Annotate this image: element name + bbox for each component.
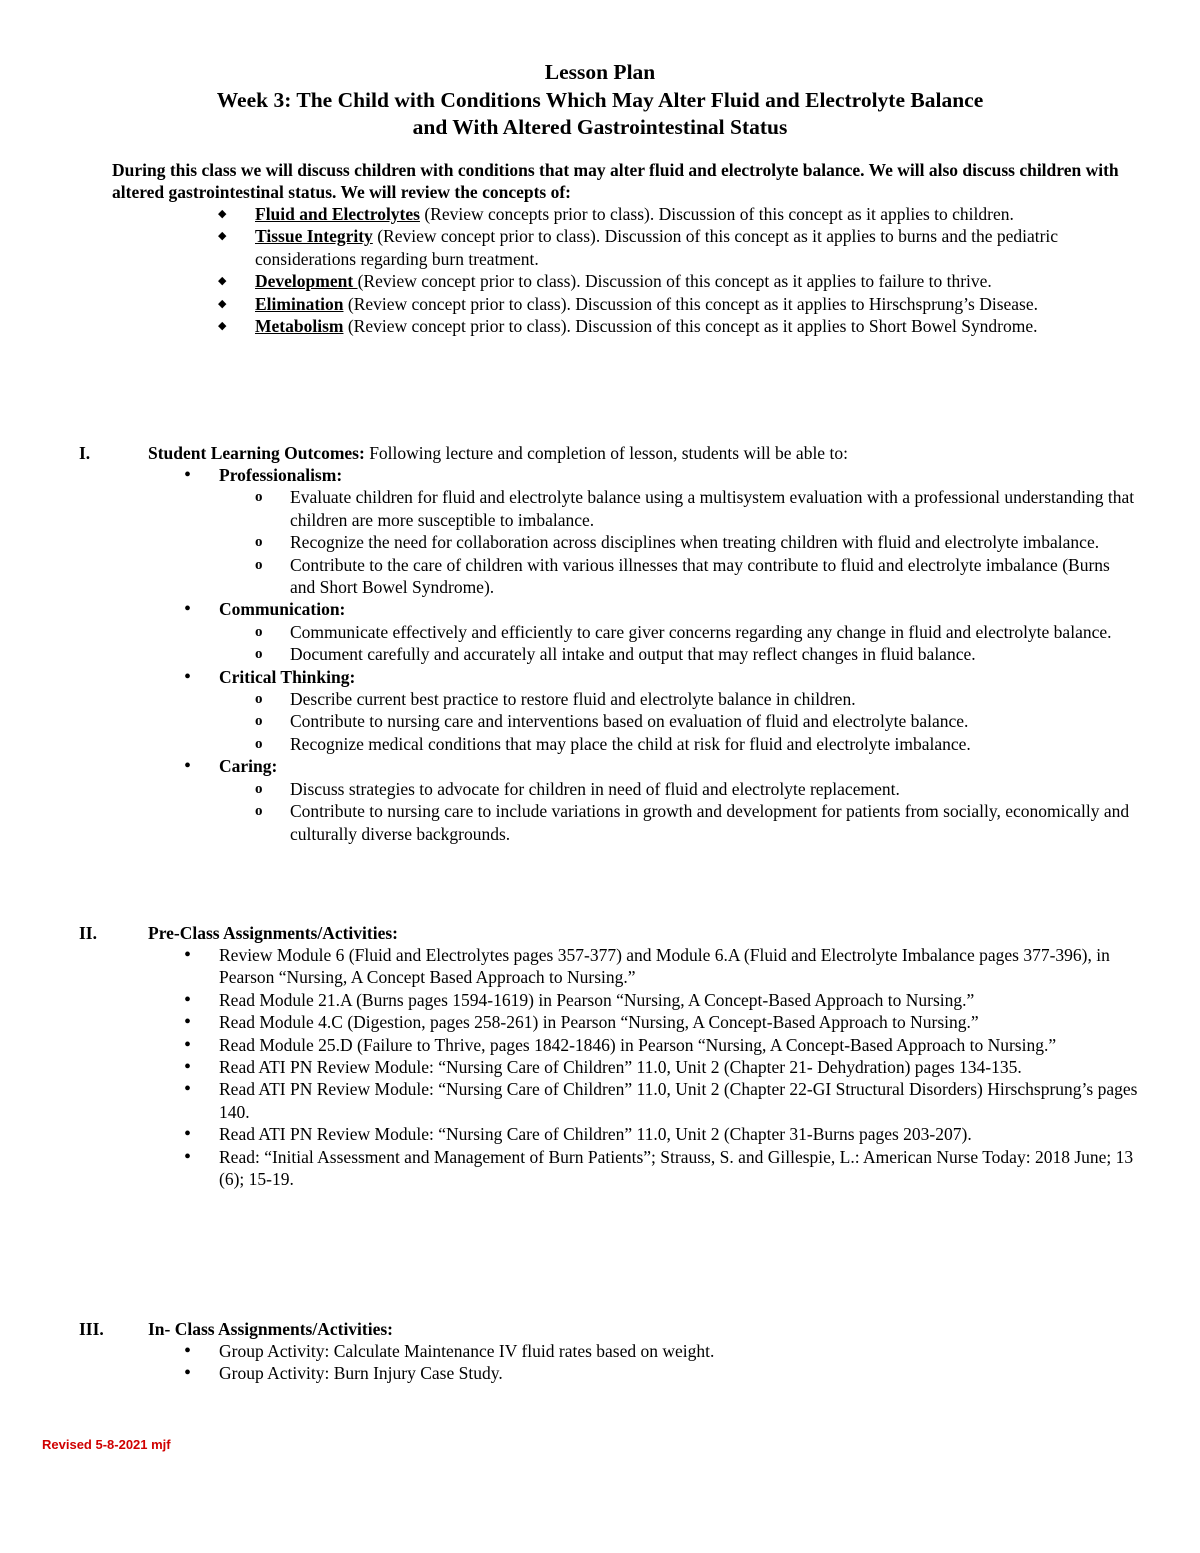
list-item: o Document carefully and accurately all intake and output that may reflect changes in fluid balance. [290,643,1139,665]
intro-paragraph: During this class we will discuss children with conditions that may alter fluid and electrolyte balance. We will also discuss children with altered gastrointestinal status. We will review the concepts of: [112,160,1119,203]
page-title: Lesson Plan [544,60,656,84]
list-item: • Group Activity: Calculate Maintenance IV fluid rates based on weight. [219,1340,1139,1362]
concept-name: Fluid and Electrolytes [255,204,420,224]
list-item: o Describe current best practice to restore fluid and electrolyte balance in children. [290,688,1139,710]
outcome-group-label: Professionalism: [219,465,343,485]
outcome-group [219,598,1139,665]
outcomes-list [219,464,1139,845]
list-item: • Read ATI PN Review Module: “Nursing Care of Children” 11.0, Unit 2 (Chapter 21- Dehydration) pages 134-135. [219,1056,1139,1078]
section-heading-label: In- Class Assignments/Activities: [148,1319,394,1339]
list-item: • Read Module 21.A (Burns pages 1594-1619) in Pearson “Nursing, A Concept-Based Approach to Nursing.” [219,989,1139,1011]
list-item: o Communicate effectively and efficiently to care giver concerns regarding any change in fluid and electrolyte balance. [290,621,1139,643]
in-class-list [219,1340,1139,1385]
outcome-items [219,486,1139,598]
list-item: • Review Module 6 (Fluid and Electrolytes pages 357-377) and Module 6.A (Fluid and Electrolyte Imbalance pages 377-396), in Pearson “Nursing, A Concept Based Approach to Nursing.” [219,944,1139,989]
list-item: o Contribute to nursing care to include variations in growth and development for patients from socially, economically and culturally diverse backgrounds. [290,800,1139,845]
section-numeral: I. [79,443,91,463]
concept-name: Tissue Integrity [255,226,373,247]
concept-text: (Review concept prior to class). Discussion of this concept as it applies to burns and the pediatric considerations regarding burn treatment. [255,226,1059,269]
section-heading-label: Student Learning Outcomes: [148,443,365,463]
outcome-group [219,464,1139,598]
page-subtitle-line-2: and With Altered Gastrointestinal Status [412,115,788,139]
section-numeral: II. [79,923,97,943]
concept-item [255,293,1145,315]
section-numeral: III. [79,1319,104,1339]
outcome-items [219,688,1139,755]
pre-class-list [219,944,1139,1190]
concept-name: Elimination [255,293,344,314]
concept-name: Metabolism [255,316,344,337]
concept-text: (Review concept prior to class). Discussion of this concept as it applies to Hirschsprung’s Disease. [343,293,1039,314]
section-heading [148,442,1148,464]
concept-text: (Review concepts prior to class). Discussion of this concept as it applies to children. [419,204,1014,224]
concept-item [255,225,1145,270]
revision-note: Revised 5-8-2021 mjf [42,1437,171,1452]
list-item: • Read ATI PN Review Module: “Nursing Care of Children” 11.0, Unit 2 (Chapter 22-GI Structural Disorders) Hirschsprung’s pages 140. [219,1078,1139,1123]
concept-item [255,203,1145,225]
section-heading [148,1318,1148,1340]
outcome-items [219,778,1139,845]
title-block [0,59,1200,142]
concept-name: Development [255,271,358,292]
page-subtitle-line-1: Week 3: The Child with Conditions Which May Alter Fluid and Electrolyte Balance [216,87,984,112]
list-item: o Recognize the need for collaboration across disciplines when treating children with fluid and electrolyte imbalance. [290,531,1139,553]
list-item: • Read Module 25.D (Failure to Thrive, pages 1842-1846) in Pearson “Nursing, A Concept-Based Approach to Nursing.” [219,1034,1139,1056]
list-item: o Recognize medical conditions that may place the child at risk for fluid and electrolyte imbalance. [290,733,1139,755]
section-heading [148,922,1148,944]
outcome-group-label: Communication: [219,599,346,620]
outcome-group-label: Critical Thinking: [219,666,356,687]
list-item: • Read ATI PN Review Module: “Nursing Care of Children” 11.0, Unit 2 (Chapter 31-Burns pages 203-207). [219,1123,1139,1145]
concepts-list [255,203,1145,337]
outcome-group-label: Caring: [219,756,278,777]
list-item: o Contribute to the care of children with various illnesses that may contribute to fluid and electrolyte imbalance (Burns and Short Bowel Syndrome). [290,554,1139,599]
list-item: • Group Activity: Burn Injury Case Study. [219,1362,1139,1384]
concept-item [255,315,1145,337]
outcome-group [219,755,1139,845]
list-item: o Evaluate children for fluid and electrolyte balance using a multisystem evaluation with a professional understanding that children are more susceptible to imbalance. [290,486,1139,531]
list-item: o Contribute to nursing care and interventions based on evaluation of fluid and electrolyte balance. [290,710,1139,732]
section-heading-label: Pre-Class Assignments/Activities: [148,923,398,943]
outcome-group [219,666,1139,756]
list-item: o Discuss strategies to advocate for children in need of fluid and electrolyte replacement. [290,778,1139,800]
concept-text: (Review concept prior to class). Discussion of this concept as it applies to failure to thrive. [357,271,992,292]
list-item: • Read Module 4.C (Digestion, pages 258-261) in Pearson “Nursing, A Concept-Based Approach to Nursing.” [219,1011,1139,1033]
outcome-items [219,621,1139,666]
concept-text: (Review concept prior to class). Discussion of this concept as it applies to Short Bowel Syndrome. [343,316,1038,337]
concept-item [255,270,1145,292]
section-heading-text: Following lecture and completion of lesson, students will be able to: [364,443,848,463]
list-item: • Read: “Initial Assessment and Management of Burn Patients”; Strauss, S. and Gillespie, L.: American Nurse Today: 2018 June; 13 (6); 15-19. [219,1146,1139,1191]
